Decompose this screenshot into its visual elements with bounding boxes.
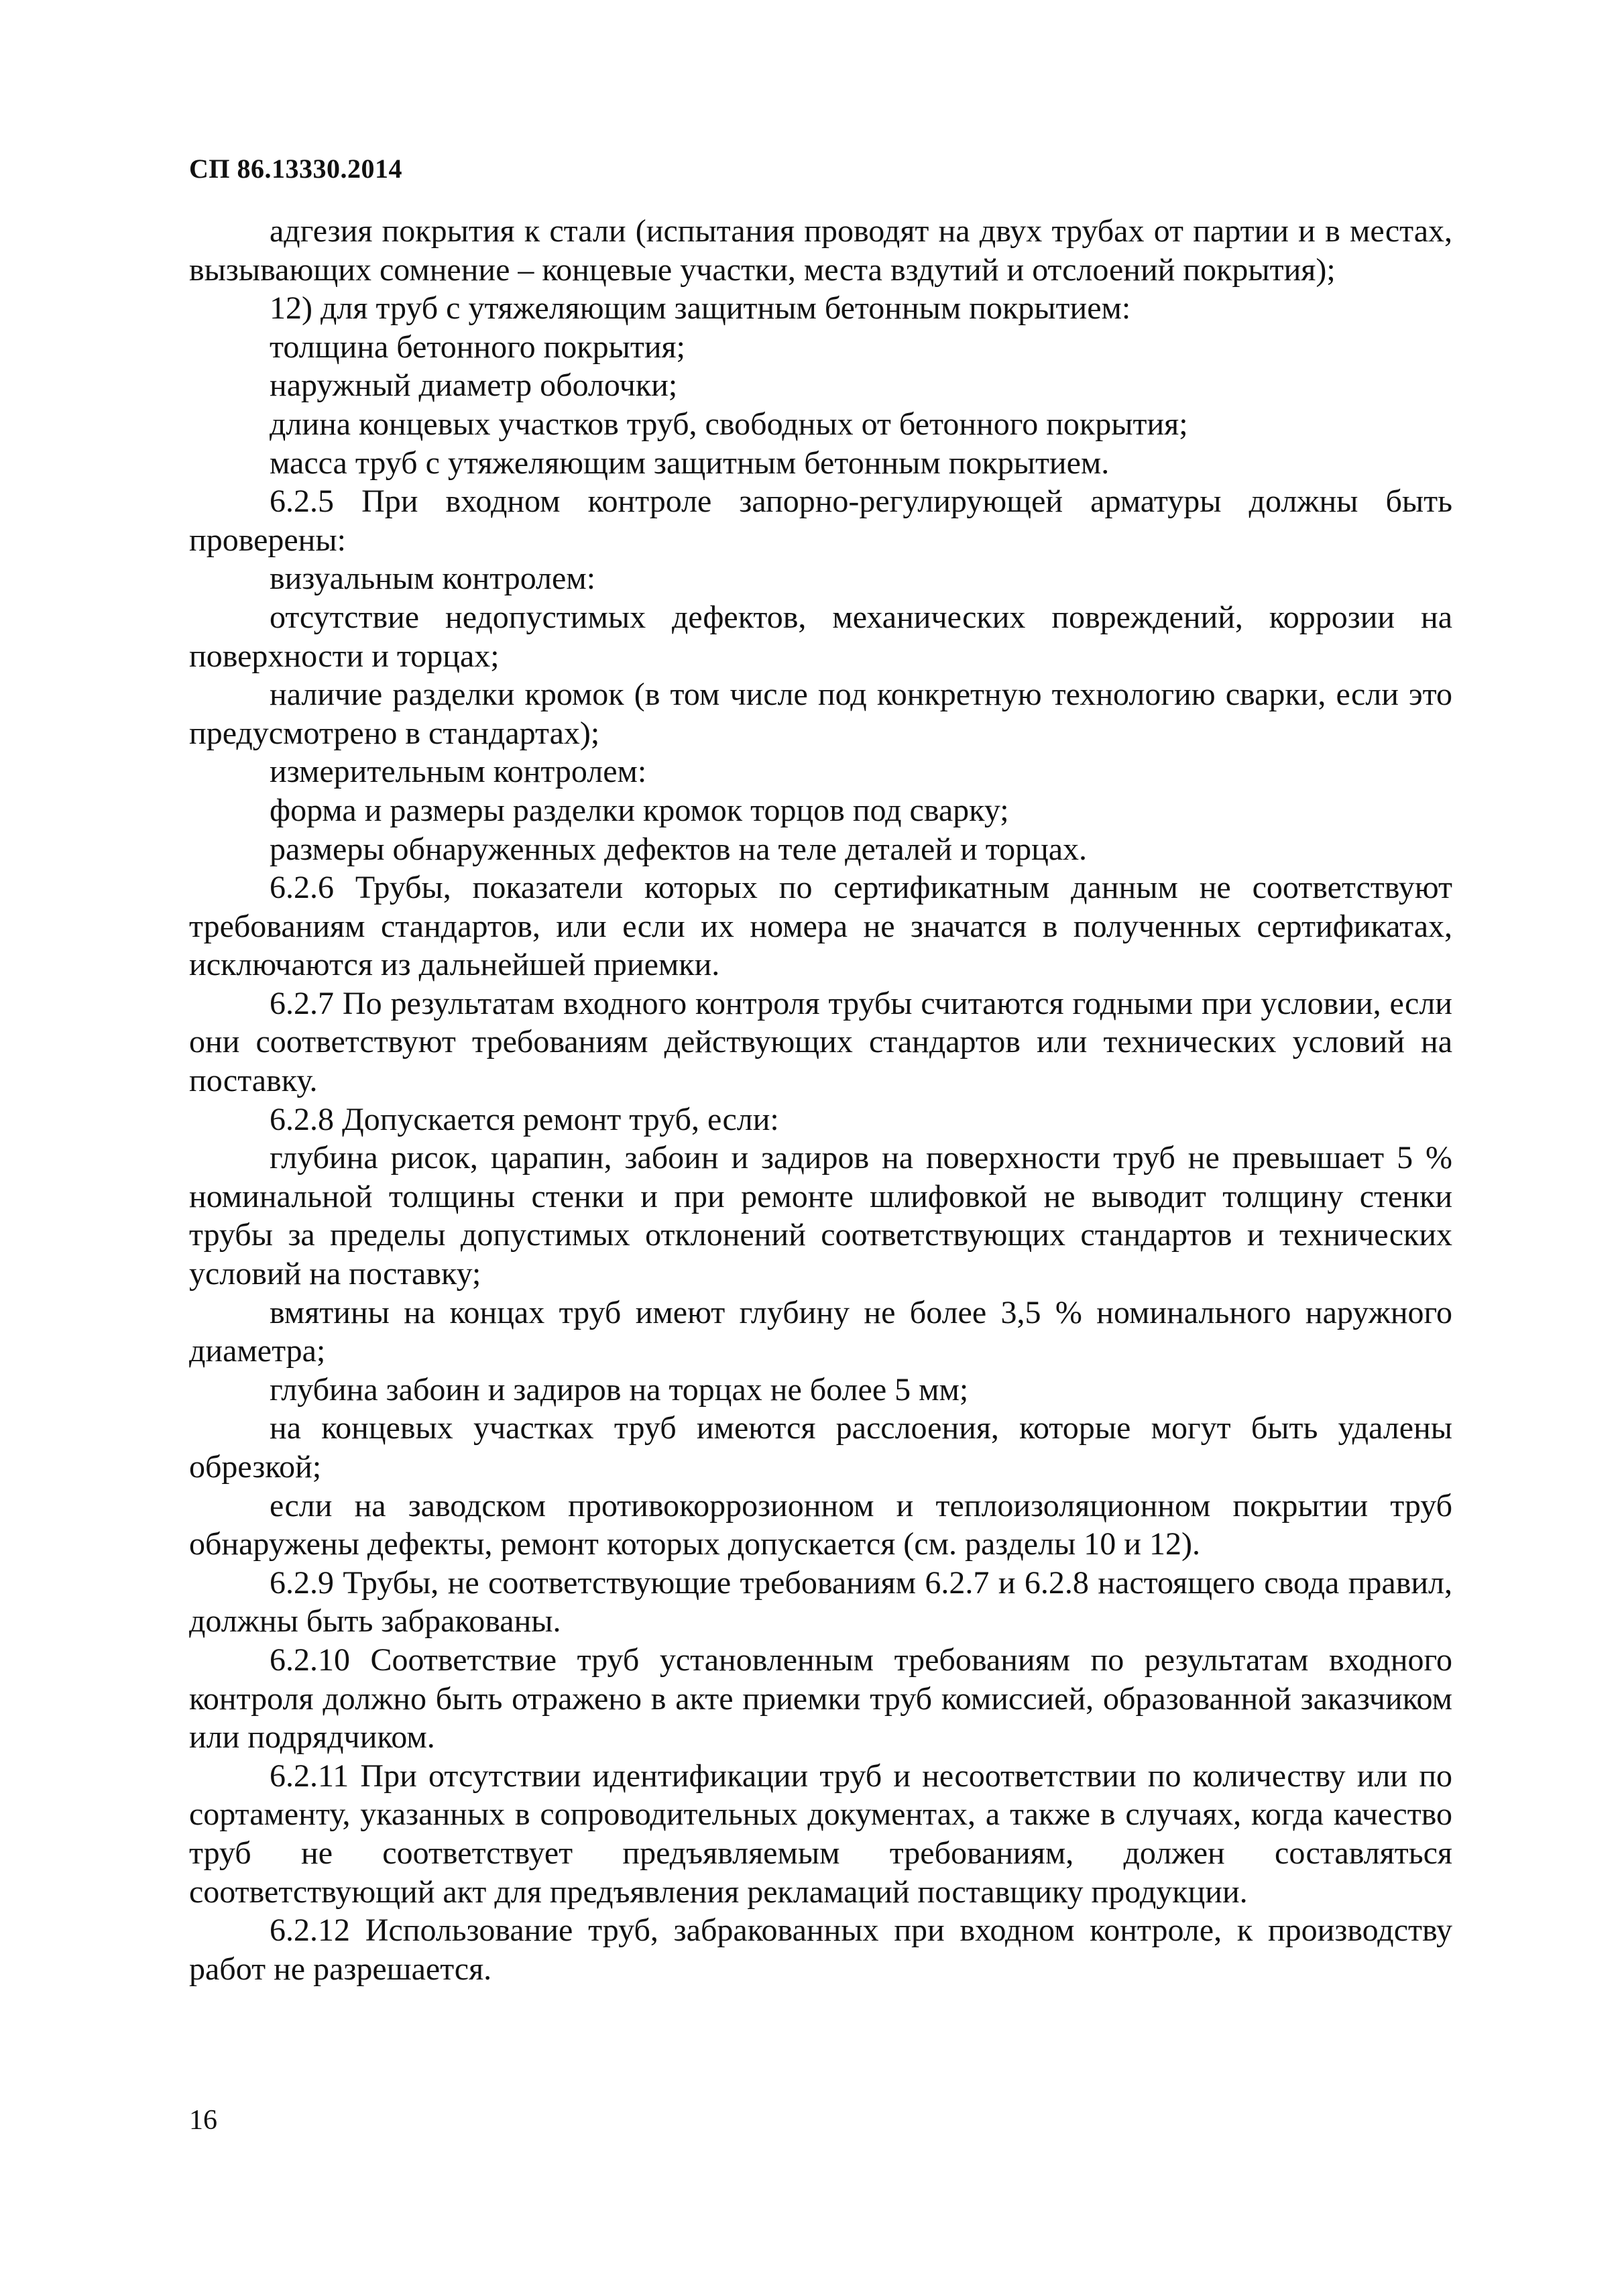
paragraph: глубина забоин и задиров на торцах не более 5 мм;	[270, 1371, 969, 1408]
paragraph: 6.2.8 Допускается ремонт труб, если:	[270, 1101, 779, 1137]
paragraph: толщина бетонного покрытия;	[270, 329, 685, 365]
paragraph: 6.2.12 Использование труб, забракованных при входном контроле, к производству работ не разрешается.	[189, 1912, 1452, 1987]
page-number: 16	[189, 2105, 217, 2136]
paragraph: 6.2.10 Соответствие труб установленным требованиям по результатам входного контроля должно быть отражено в акте приемки труб комиссией, образованной заказчиком или подрядчиком.	[189, 1642, 1452, 1756]
paragraph: наружный диаметр оболочки;	[270, 367, 678, 404]
paragraph: 12) для труб с утяжеляющим защитным бетонным покрытием:	[270, 290, 1131, 327]
paragraph: длина концевых участков труб, свободных от бетонного покрытия;	[270, 406, 1188, 442]
paragraph: 6.2.9 Трубы, не соответствующие требованиям 6.2.7 и 6.2.8 настоящего свода правил, должны быть забракованы.	[189, 1564, 1452, 1640]
paragraph: 6.2.7 По результатам входного контроля трубы считаются годными при условии, если они соответствуют требованиям действующих стандартов или технических условий на поставку.	[189, 985, 1452, 1099]
paragraph: 6.2.5 При входном контроле запорно-регулирующей арматуры должны быть проверены:	[189, 483, 1452, 558]
paragraph: наличие разделки кромок (в том числе под конкретную технологию сварки, если это предусмотрено в стандартах);	[189, 677, 1452, 751]
paragraph: отсутствие недопустимых дефектов, механических повреждений, коррозии на поверхности и торцах;	[189, 599, 1452, 674]
paragraph: глубина рисок, царапин, забоин и задиров на поверхности труб не превышает 5 % номинальной толщины стенки и при ремонте шлифовкой не выводит толщину стенки трубы за пределы допустимых отклонений соответствующих стандартов и технических условий на поставку;	[189, 1140, 1452, 1292]
paragraph: 6.2.11 При отсутствии идентификации труб и несоответствии по количеству или по сортаменту, указанных в сопроводительных документах, а также в случаях, когда качество труб не соответствует предъявляемым требованиям, должен составляться соответствующий акт для предъявления рекламаций поставщику продукции.	[189, 1758, 1452, 1910]
paragraph: визуальным контролем:	[270, 561, 596, 597]
paragraph: измерительным контролем:	[270, 754, 647, 790]
paragraph: форма и размеры разделки кромок торцов под сварку;	[270, 792, 1009, 828]
document-code-header: СП 86.13330.2014	[189, 154, 402, 184]
paragraph: 6.2.6 Трубы, показатели которых по сертификатным данным не соответствуют требованиям стандартов, или если их номера не значатся в полученных сертификатах, исключаются из дальнейшей приемки.	[189, 870, 1452, 983]
paragraph: на концевых участках труб имеются расслоения, которые могут быть удалены обрезкой;	[189, 1410, 1452, 1485]
paragraph: масса труб с утяжеляющим защитным бетонным покрытием.	[270, 445, 1110, 481]
paragraph: если на заводском противокоррозионном и теплоизоляционном покрытии труб обнаружены дефекты, ремонт которых допускается (см. разделы 10 и 12).	[189, 1487, 1452, 1562]
paragraph: вмятины на концах труб имеют глубину не более 3,5 % номинального наружного диаметра;	[189, 1294, 1452, 1369]
document-body	[189, 212, 1452, 1988]
paragraph: адгезия покрытия к стали (испытания проводят на двух трубах от партии и в местах, вызывающих сомнение – концевые участки, места вздутий и отслоений покрытия);	[189, 213, 1452, 288]
paragraph: размеры обнаруженных дефектов на теле деталей и торцах.	[270, 831, 1088, 867]
